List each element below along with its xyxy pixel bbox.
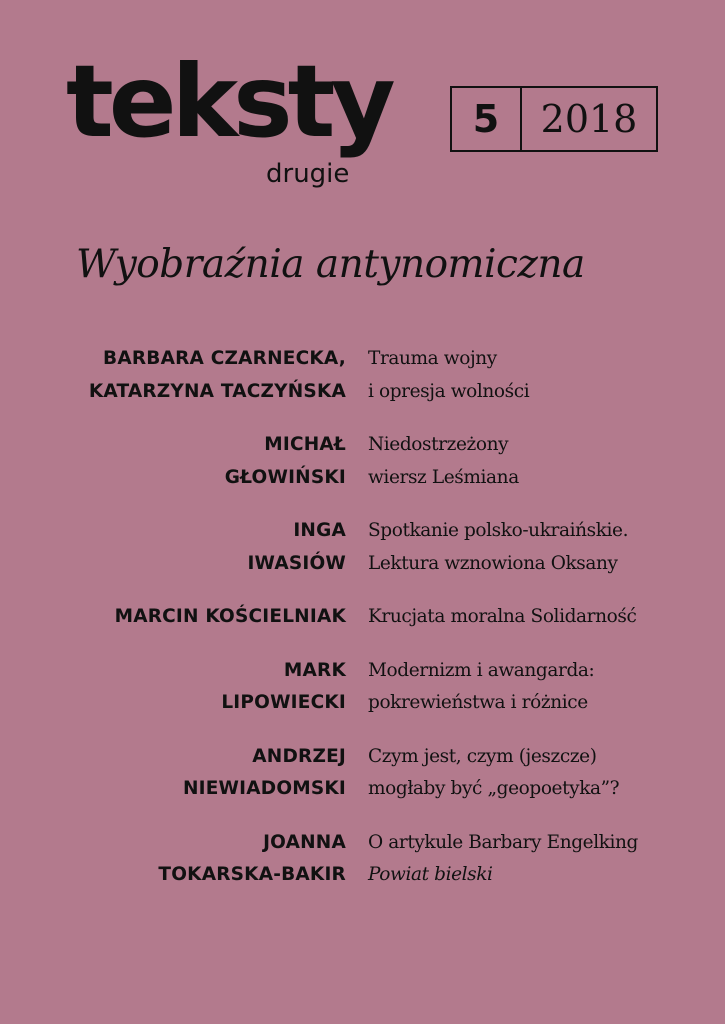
toc-authors — [40, 827, 346, 892]
toc-entry — [40, 601, 720, 634]
issue-number: 5 — [452, 88, 522, 150]
title-line: Czym jest, czym (jeszcze) — [368, 745, 597, 767]
author-line: GŁOWIŃSKI — [224, 466, 346, 488]
title-line: pokrewieństwa i różnice — [368, 692, 588, 713]
author-line: NIEWIADOMSKI — [182, 778, 346, 799]
author-line: JOANNA — [263, 831, 346, 853]
title-line: Modernizm i awangarda: — [368, 659, 595, 681]
issue-box — [450, 86, 658, 152]
author-line: MICHAŁ — [264, 434, 346, 455]
toc-authors — [40, 741, 346, 806]
author-line: MARK — [283, 659, 346, 681]
toc-authors — [40, 343, 346, 408]
title-line: i opresja wolności — [368, 380, 530, 402]
author-line: TOKARSKA-BAKIR — [158, 864, 346, 885]
table-of-contents — [40, 343, 720, 913]
toc-title — [368, 655, 713, 720]
author-line: ANDRZEJ — [252, 745, 346, 767]
toc-entry — [40, 741, 720, 806]
toc-title — [368, 601, 713, 634]
title-line-italic: Powiat bielski — [368, 864, 493, 885]
journal-logo: teksty — [66, 43, 391, 160]
toc-entry — [40, 655, 720, 720]
title-line: O artykule Barbary Engelking — [368, 831, 639, 853]
author-line: KATARZYNA TACZYŃSKA — [88, 380, 346, 402]
journal-logo-subtitle: drugie — [266, 159, 350, 189]
title-line: mogłaby być „geopoetyka”? — [368, 778, 620, 799]
title-line: Lektura wznowiona Oksany — [368, 552, 618, 574]
author-line: IWASIÓW — [247, 552, 346, 574]
title-line: Trauma wojny — [368, 348, 497, 369]
toc-title — [368, 515, 713, 580]
toc-authors — [40, 655, 346, 720]
toc-title — [368, 429, 713, 494]
toc-title — [368, 827, 713, 892]
toc-title — [368, 343, 713, 408]
toc-entry — [40, 429, 720, 494]
title-line: Niedostrzeżony — [368, 434, 509, 455]
toc-authors — [40, 515, 346, 580]
author-line: MARCIN KOŚCIELNIAK — [114, 606, 346, 627]
title-line: Krucjata moralna Solidarność — [368, 606, 637, 627]
title-line: wiersz Leśmiana — [368, 466, 519, 488]
issue-theme-title: Wyobraźnia antynomiczna — [76, 242, 585, 287]
title-line: Spotkanie polsko-ukraińskie. — [368, 520, 629, 541]
author-line: INGA — [293, 520, 346, 541]
toc-entry — [40, 515, 720, 580]
toc-entry — [40, 343, 720, 408]
issue-year: 2018 — [540, 97, 638, 141]
toc-authors — [40, 429, 346, 494]
author-line: LIPOWIECKI — [221, 692, 346, 713]
toc-entry — [40, 827, 720, 892]
author-line: BARBARA CZARNECKA, — [103, 348, 346, 369]
toc-authors — [40, 601, 346, 634]
toc-title — [368, 741, 713, 806]
